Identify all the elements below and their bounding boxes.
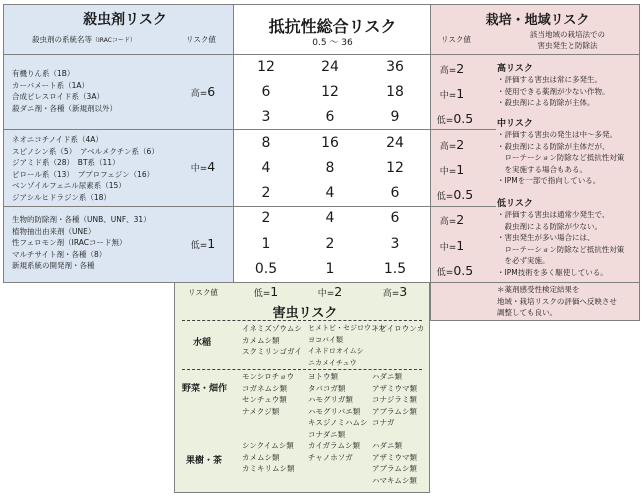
pest-risk-value-header: リスク値 (188, 288, 218, 297)
pest-list: ハダニ類 アザミウマ類 コナジラミ類 アブラムシ類 コナガ (372, 372, 417, 427)
cultivation-desc-header-1: 該当地域の栽培法での (530, 30, 605, 39)
risk-prefix: 高= (382, 289, 400, 299)
insecticide-group-high (12, 68, 117, 114)
pest-list: モンシロチョウ コガネムシ類 センチュウ類 ナメクジ類 (242, 372, 295, 416)
overall-risk-range: 0.5 ～ 36 (312, 38, 353, 48)
pest-list: ヨトウ類 タバコガ類 ハモグリガ類 ハモグリバエ類 キスジノミハムシ コナダニ類 (308, 372, 368, 439)
pest-risk-title: 害虫リスク (272, 306, 338, 321)
risk-prefix: 低= (190, 241, 208, 251)
risk-prefix: 高= (439, 66, 457, 76)
risk-number: 0.5 (453, 263, 474, 278)
matrix-cell: 0.5 (254, 261, 278, 277)
overall-risk-title: 抵抗性総合リスク (268, 17, 397, 36)
insecticide-line: 合成ピレスロイド系（3A） (12, 92, 104, 101)
matrix-cell: 1 (261, 236, 271, 252)
low-risk-title: 低リスク (497, 199, 533, 209)
insecticide-line: 植物抽出由来剤（UNE） (12, 226, 96, 236)
cultivation-risk-value (425, 111, 485, 126)
pest-list: シンクイムシ類 カメムシ類 カミキリムシ類 (242, 441, 295, 473)
matrix-cell: 6 (390, 185, 400, 201)
risk-number: 1 (456, 162, 465, 177)
header-divider (3, 54, 640, 55)
matrix-cell: 6 (325, 109, 335, 125)
risk-number: 2 (456, 212, 465, 227)
insecticide-line: ネオニコチノイド系（4A） (12, 135, 103, 144)
insecticide-line: ジアミド系（28） BT系（11） (12, 158, 120, 167)
irac-code-note: （IRACコード） (92, 37, 136, 44)
high-risk-title: 高リスク (497, 64, 533, 74)
insecticide-name-header (32, 34, 136, 47)
divider-left (233, 4, 234, 283)
group-divider-2 (3, 206, 496, 207)
insecticide-risk-high (173, 84, 233, 99)
matrix-cell: 1 (325, 261, 335, 277)
matrix-cell: 4 (325, 210, 335, 226)
matrix-cell: 9 (390, 109, 400, 125)
high-risk-description (497, 61, 610, 109)
risk-number: 4 (207, 159, 216, 174)
matrix-cell: 18 (386, 84, 404, 100)
insecticide-group-medium (12, 134, 159, 203)
risk-number: 1 (456, 238, 465, 253)
low-risk-description (497, 196, 624, 278)
risk-prefix: 低= (436, 192, 454, 202)
risk-number: 1 (456, 86, 465, 101)
insecticide-line: 生物的防除剤・各種（UNB、UNF、31） (12, 215, 151, 224)
matrix-cell: 12 (386, 160, 404, 176)
risk-prefix: 低= (436, 116, 454, 126)
cultivation-risk-value (422, 162, 482, 177)
risk-prefix: 中= (190, 164, 208, 174)
risk-prefix: 低= (436, 268, 454, 278)
risk-prefix: 中= (439, 167, 457, 177)
matrix-cell: 36 (386, 59, 404, 75)
cultivation-risk-title: 栽培・地域リスク (485, 13, 590, 28)
risk-number: 0.5 (453, 111, 474, 126)
cultivation-risk-value-header: リスク値 (441, 35, 471, 44)
matrix-cell: 3 (261, 109, 271, 125)
pest-risk-level-medium (300, 284, 360, 299)
crop-name: 野菜・畑作 (182, 384, 228, 394)
risk-number: 2 (456, 137, 465, 152)
insecticide-line: 殺ダニ剤・各種（新規剤以外） (12, 103, 117, 113)
crop-name: 水稲 (193, 338, 212, 348)
pest-list: イネミズゾウムシ カメムシ類 スクミリンゴガイ (242, 324, 302, 356)
group-divider-1 (3, 129, 496, 130)
footnote: ＊薬剤感受性検定結果を 地域・栽培リスクの評価へ反映させ 調整しても良い。 (497, 285, 617, 317)
risk-prefix: 高= (439, 217, 457, 227)
matrix-cell: 6 (390, 210, 400, 226)
risk-prefix: 中= (439, 91, 457, 101)
risk-number: 0.5 (453, 187, 474, 202)
risk-number: 2 (334, 284, 343, 299)
matrix-cell: 4 (261, 160, 271, 176)
matrix-cell: 6 (261, 84, 271, 100)
insecticide-name-label: 殺虫剤の系統名等 (32, 35, 92, 44)
risk-number: 1 (270, 284, 279, 299)
matrix-cell: 12 (321, 84, 339, 100)
insecticide-line: 性フェロモン剤（IRACコード無） (12, 238, 127, 247)
insecticide-line: 新規系統の開発剤・各種 (12, 261, 95, 270)
cultivation-risk-value (425, 187, 485, 202)
medium-risk-title: 中リスク (497, 119, 533, 129)
cultivation-risk-value (422, 61, 482, 76)
risk-number: 3 (399, 284, 408, 299)
matrix-cell: 8 (325, 160, 335, 176)
matrix-cell: 16 (321, 135, 339, 151)
insecticide-risk-value-header: リスク値 (186, 35, 216, 44)
matrix-cell: 24 (386, 135, 404, 151)
high-risk-text: ・評価する害虫は常に多発生。 ・使用できる薬剤が少ない作物。 ・殺虫剤による防除が主体。 (497, 75, 610, 107)
risk-prefix: 低= (253, 289, 271, 299)
risk-prefix: 中= (317, 289, 335, 299)
risk-prefix: 高= (190, 89, 208, 99)
cultivation-risk-value (425, 263, 485, 278)
pest-list: ヒメトビ・セジロウンカ ヨコバイ類 イネドロオイムシ ニカメイチュウ (308, 324, 385, 367)
pest-title-underline (182, 320, 422, 321)
cultivation-risk-value (422, 238, 482, 253)
insecticide-line: スピノシン系（5） アベルメクチン系（6） (12, 146, 159, 156)
insecticide-group-low (12, 214, 151, 272)
cultivation-risk-value (422, 212, 482, 227)
pest-risk-level-low (236, 284, 296, 299)
pest-list: ハダニ類 アザミウマ類 アブラムシ類 ハマキムシ類 (372, 441, 417, 485)
medium-risk-text: ・評価する害虫の発生は中～多発。 ・殺虫剤による防除が主体だが、 ローテーション防除など抵抗性対策 を実施する場合もある。 ・IPMを一部で指向している。 (497, 130, 625, 185)
matrix-cell: 12 (257, 59, 275, 75)
matrix-cell: 8 (261, 135, 271, 151)
insecticide-risk-medium (173, 159, 233, 174)
risk-number: 6 (207, 84, 216, 99)
matrix-cell: 3 (390, 236, 400, 252)
pest-list: カイガラムシ類 チャノホソガ (308, 441, 360, 462)
insecticide-line: ジアシルヒドラジン系（18） (12, 192, 111, 202)
low-risk-text: ・評価する害虫は通常少発生で、 殺虫剤による防除が少ない。 ・害虫発生が多い場合には、 ローテーション防除など抵抗性対策 を必ず実施。 ・IPM技術を多く駆使している。 (497, 210, 625, 277)
pest-list: トビイロウンカ (372, 324, 425, 333)
risk-prefix: 中= (439, 243, 457, 253)
matrix-cell: 2 (325, 236, 335, 252)
risk-number: 1 (207, 236, 216, 251)
cultivation-risk-value (422, 137, 482, 152)
risk-number: 2 (456, 61, 465, 76)
pest-risk-level-high (365, 284, 425, 299)
insecticide-line: ピロール系（13） ブプロフェジン（16） (12, 169, 155, 179)
crop-divider (182, 369, 422, 370)
matrix-cell: 4 (325, 185, 335, 201)
insecticide-line: カーバメート系（1A） (12, 80, 90, 90)
insecticide-line: 有機りん系（1B） (12, 69, 75, 78)
insecticide-line: マルチサイト剤・各種（8） (12, 249, 107, 259)
matrix-cell: 2 (261, 185, 271, 201)
insecticide-line: ベンゾイルフェニル尿素系（15） (12, 181, 126, 190)
crop-name: 果樹・茶 (186, 456, 223, 466)
insecticide-risk-low (173, 236, 233, 251)
medium-risk-description (497, 116, 624, 187)
matrix-cell: 1.5 (383, 261, 407, 277)
cultivation-desc-header-2: 害虫発生と防除法 (537, 41, 598, 50)
risk-prefix: 高= (439, 142, 457, 152)
cultivation-risk-value (422, 86, 482, 101)
matrix-cell: 2 (261, 210, 271, 226)
insecticide-risk-title: 殺虫剤リスク (83, 12, 167, 28)
matrix-cell: 24 (321, 59, 339, 75)
